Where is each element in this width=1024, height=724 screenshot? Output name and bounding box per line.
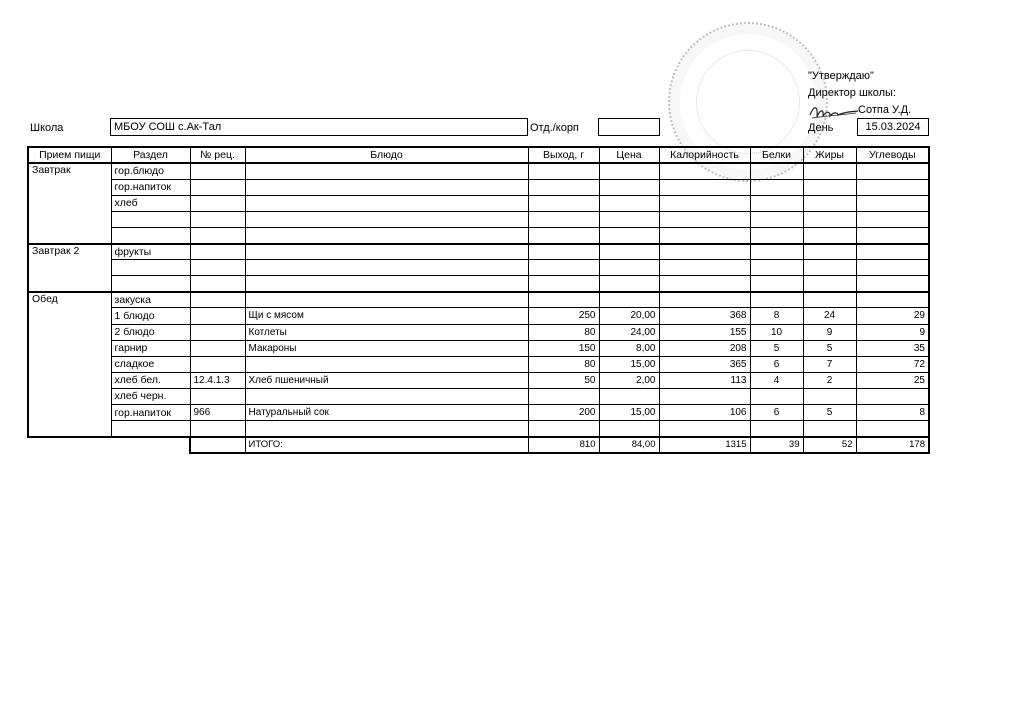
cell-section <box>111 276 190 292</box>
cell-rec <box>190 163 245 179</box>
cell-kcal <box>659 163 750 179</box>
cell-out <box>528 227 599 243</box>
cell-rec: 966 <box>190 405 245 421</box>
col-dish: Блюдо <box>245 147 528 163</box>
cell-kcal: 155 <box>659 324 750 340</box>
cell-price <box>599 195 659 211</box>
total-fat: 52 <box>803 437 856 453</box>
table-row <box>28 292 929 308</box>
col-meal: Прием пищи <box>28 147 111 163</box>
cell-section: 2 блюдо <box>111 324 190 340</box>
table-row <box>28 211 929 227</box>
cell-price <box>599 388 659 404</box>
col-fats: Жиры <box>803 147 856 163</box>
cell-rec <box>190 276 245 292</box>
cell-fat: 2 <box>803 372 856 388</box>
cell-price <box>599 179 659 195</box>
cell-rec <box>190 340 245 356</box>
cell-prot <box>750 227 803 243</box>
table-row <box>28 388 929 404</box>
total-label: ИТОГО: <box>245 437 528 453</box>
director-name: Сотпа У.Д. <box>858 104 912 116</box>
dept-label: Отд./корп <box>530 122 579 134</box>
total-recipe <box>190 437 245 453</box>
cell-out: 150 <box>528 340 599 356</box>
cell-out <box>528 195 599 211</box>
cell-prot: 8 <box>750 308 803 324</box>
col-carbs: Углеводы <box>856 147 929 163</box>
table-row <box>28 324 929 340</box>
cell-section: гор.блюдо <box>111 163 190 179</box>
cell-out: 250 <box>528 308 599 324</box>
cell-out <box>528 211 599 227</box>
table-header <box>28 147 929 163</box>
cell-section: гарнир <box>111 340 190 356</box>
meal-cell: Обед <box>28 292 111 437</box>
cell-fat: 5 <box>803 405 856 421</box>
cell-price <box>599 227 659 243</box>
table-row <box>28 308 929 324</box>
school-value: МБОУ СОШ с.Ак-Тал <box>110 118 528 136</box>
cell-prot: 10 <box>750 324 803 340</box>
cell-prot: 6 <box>750 356 803 372</box>
cell-section: хлеб <box>111 195 190 211</box>
total-out: 810 <box>528 437 599 453</box>
cell-kcal <box>659 211 750 227</box>
cell-out: 80 <box>528 356 599 372</box>
cell-rec: 12.4.1.3 <box>190 372 245 388</box>
cell-kcal <box>659 227 750 243</box>
total-prot: 39 <box>750 437 803 453</box>
school-label: Школа <box>30 122 64 134</box>
table-row <box>28 405 929 421</box>
cell-prot <box>750 179 803 195</box>
col-calories: Калорийность <box>659 147 750 163</box>
cell-out <box>528 244 599 260</box>
cell-dish: Хлеб пшеничный <box>245 372 528 388</box>
cell-carb <box>856 276 929 292</box>
cell-kcal: 113 <box>659 372 750 388</box>
cell-section: гор.напиток <box>111 179 190 195</box>
col-output: Выход, г <box>528 147 599 163</box>
table-row <box>28 179 929 195</box>
cell-price <box>599 276 659 292</box>
cell-kcal <box>659 276 750 292</box>
cell-section <box>111 211 190 227</box>
table-row <box>28 421 929 437</box>
cell-section <box>111 227 190 243</box>
cell-price <box>599 244 659 260</box>
cell-out <box>528 421 599 437</box>
table-row <box>28 260 929 276</box>
cell-fat <box>803 276 856 292</box>
cell-out <box>528 163 599 179</box>
cell-rec <box>190 324 245 340</box>
cell-rec <box>190 308 245 324</box>
cell-carb <box>856 244 929 260</box>
cell-carb <box>856 163 929 179</box>
cell-kcal <box>659 260 750 276</box>
cell-price <box>599 421 659 437</box>
cell-fat: 24 <box>803 308 856 324</box>
cell-out <box>528 292 599 308</box>
cell-prot <box>750 421 803 437</box>
cell-prot <box>750 388 803 404</box>
cell-fat <box>803 211 856 227</box>
cell-carb <box>856 292 929 308</box>
total-row <box>28 437 929 453</box>
cell-rec <box>190 227 245 243</box>
cell-rec <box>190 292 245 308</box>
cell-kcal: 208 <box>659 340 750 356</box>
cell-prot <box>750 211 803 227</box>
cell-section: гор.напиток <box>111 405 190 421</box>
cell-section: фрукты <box>111 244 190 260</box>
cell-out <box>528 260 599 276</box>
cell-price: 15,00 <box>599 405 659 421</box>
cell-dish: Макароны <box>245 340 528 356</box>
day-value: 15.03.2024 <box>857 118 929 136</box>
cell-price: 8,00 <box>599 340 659 356</box>
day-label: День <box>808 122 834 134</box>
cell-dish <box>245 244 528 260</box>
cell-carb: 72 <box>856 356 929 372</box>
cell-carb <box>856 260 929 276</box>
cell-prot <box>750 276 803 292</box>
cell-section: хлеб черн. <box>111 388 190 404</box>
table-row <box>28 244 929 260</box>
table-row <box>28 356 929 372</box>
cell-dish <box>245 356 528 372</box>
cell-fat <box>803 260 856 276</box>
cell-out: 50 <box>528 372 599 388</box>
cell-section: сладкое <box>111 356 190 372</box>
cell-price <box>599 292 659 308</box>
cell-kcal: 368 <box>659 308 750 324</box>
cell-dish <box>245 227 528 243</box>
cell-fat: 9 <box>803 324 856 340</box>
cell-out <box>528 276 599 292</box>
table-row <box>28 372 929 388</box>
cell-dish: Котлеты <box>245 324 528 340</box>
cell-dish <box>245 211 528 227</box>
cell-price <box>599 211 659 227</box>
cell-kcal <box>659 292 750 308</box>
cell-prot: 5 <box>750 340 803 356</box>
cell-out: 200 <box>528 405 599 421</box>
cell-dish <box>245 292 528 308</box>
cell-prot: 6 <box>750 405 803 421</box>
cell-out: 80 <box>528 324 599 340</box>
cell-fat <box>803 195 856 211</box>
table-row <box>28 163 929 179</box>
dept-value <box>598 118 660 136</box>
total-carb: 178 <box>856 437 929 453</box>
col-recipe: № рец. <box>190 147 245 163</box>
cell-carb <box>856 388 929 404</box>
cell-dish <box>245 276 528 292</box>
table-row <box>28 227 929 243</box>
cell-dish <box>245 421 528 437</box>
cell-carb <box>856 211 929 227</box>
cell-section <box>111 421 190 437</box>
cell-kcal <box>659 179 750 195</box>
cell-rec <box>190 356 245 372</box>
cell-price <box>599 163 659 179</box>
cell-rec <box>190 179 245 195</box>
cell-fat <box>803 227 856 243</box>
total-spacer <box>28 437 190 453</box>
cell-rec <box>190 211 245 227</box>
cell-rec <box>190 195 245 211</box>
cell-carb <box>856 421 929 437</box>
cell-prot <box>750 244 803 260</box>
cell-price: 2,00 <box>599 372 659 388</box>
cell-kcal: 106 <box>659 405 750 421</box>
cell-fat <box>803 179 856 195</box>
cell-fat <box>803 292 856 308</box>
cell-section: закуска <box>111 292 190 308</box>
cell-out <box>528 388 599 404</box>
cell-out <box>528 179 599 195</box>
cell-price <box>599 260 659 276</box>
cell-dish <box>245 195 528 211</box>
cell-prot <box>750 163 803 179</box>
total-price: 84,00 <box>599 437 659 453</box>
menu-table <box>27 146 930 454</box>
cell-carb <box>856 195 929 211</box>
approval-title: "Утверждаю" <box>808 70 874 82</box>
total-kcal: 1315 <box>659 437 750 453</box>
cell-rec <box>190 260 245 276</box>
cell-prot <box>750 195 803 211</box>
cell-carb: 29 <box>856 308 929 324</box>
col-section: Раздел <box>111 147 190 163</box>
cell-rec <box>190 421 245 437</box>
cell-prot <box>750 260 803 276</box>
cell-section: 1 блюдо <box>111 308 190 324</box>
cell-fat <box>803 388 856 404</box>
table-row <box>28 195 929 211</box>
cell-rec <box>190 244 245 260</box>
cell-carb <box>856 179 929 195</box>
col-price: Цена <box>599 147 659 163</box>
cell-section <box>111 260 190 276</box>
cell-carb: 25 <box>856 372 929 388</box>
cell-kcal <box>659 421 750 437</box>
cell-kcal <box>659 195 750 211</box>
cell-fat: 5 <box>803 340 856 356</box>
cell-dish <box>245 163 528 179</box>
meal-cell: Завтрак 2 <box>28 244 111 292</box>
cell-rec <box>190 388 245 404</box>
cell-dish <box>245 260 528 276</box>
cell-carb <box>856 227 929 243</box>
cell-dish: Щи с мясом <box>245 308 528 324</box>
cell-section: хлеб бел. <box>111 372 190 388</box>
cell-prot: 4 <box>750 372 803 388</box>
cell-fat: 7 <box>803 356 856 372</box>
table-row <box>28 276 929 292</box>
cell-kcal: 365 <box>659 356 750 372</box>
approval-position: Директор школы: <box>808 87 896 99</box>
cell-price: 20,00 <box>599 308 659 324</box>
cell-dish <box>245 388 528 404</box>
col-proteins: Белки <box>750 147 803 163</box>
cell-dish <box>245 179 528 195</box>
cell-carb: 9 <box>856 324 929 340</box>
cell-kcal <box>659 388 750 404</box>
meal-cell: Завтрак <box>28 163 111 243</box>
cell-price: 15,00 <box>599 356 659 372</box>
cell-prot <box>750 292 803 308</box>
signature <box>808 103 860 121</box>
table-row <box>28 340 929 356</box>
cell-fat <box>803 244 856 260</box>
cell-price: 24,00 <box>599 324 659 340</box>
cell-carb: 35 <box>856 340 929 356</box>
cell-fat <box>803 163 856 179</box>
cell-dish: Натуральный сок <box>245 405 528 421</box>
cell-kcal <box>659 244 750 260</box>
cell-fat <box>803 421 856 437</box>
cell-carb: 8 <box>856 405 929 421</box>
